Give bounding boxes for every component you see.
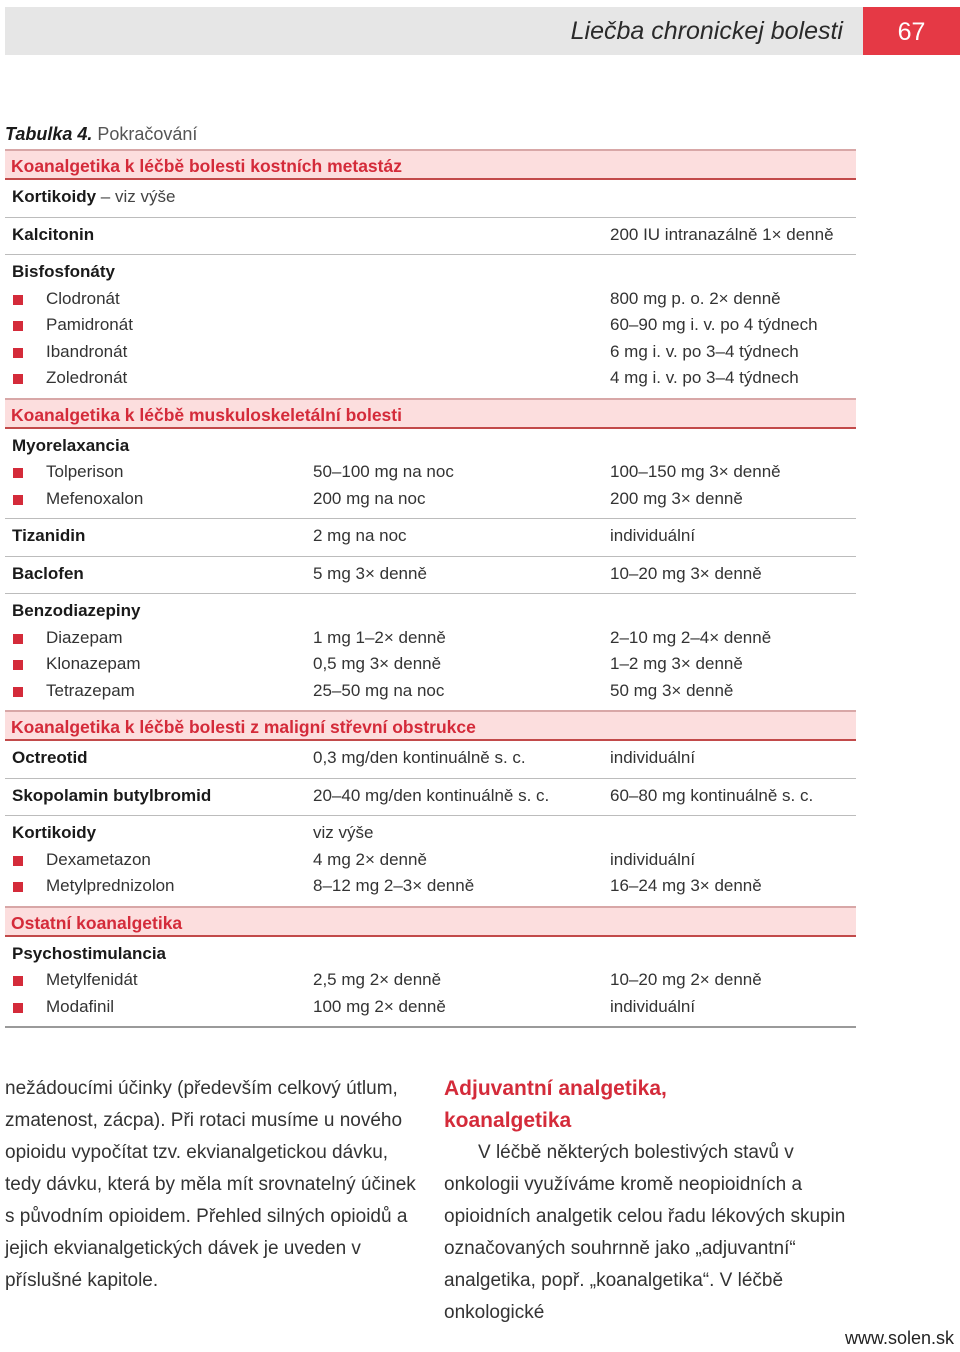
table-row xyxy=(5,941,856,968)
initial-dose: 0,5 mg 3× denně xyxy=(313,654,442,673)
bullet-square-icon xyxy=(13,660,23,670)
table-group xyxy=(5,255,856,398)
drug-name-text: Kortikoidy xyxy=(12,823,97,842)
drug-name-text: Baclofen xyxy=(12,563,84,583)
table-row xyxy=(5,312,856,339)
body-text-left xyxy=(5,1073,417,1297)
initial-dose: 4 mg 2× denně xyxy=(313,849,427,869)
maintenance-dose: 60–80 mg kontinuálně s. c. xyxy=(610,785,814,805)
drug-name xyxy=(46,365,127,391)
drug-name xyxy=(12,222,94,248)
drug-name-text: Kortikoidy xyxy=(12,187,97,206)
drug-name xyxy=(46,486,143,512)
table-caption xyxy=(5,115,856,149)
maintenance-dose: 10–20 mg 3× denně xyxy=(610,563,762,583)
maintenance-dose: 4 mg i. v. po 3–4 týdnech xyxy=(610,368,799,387)
maintenance-dose: 100–150 mg 3× denně xyxy=(610,462,781,481)
drug-name-text: Zoledronát xyxy=(46,368,128,387)
table-group xyxy=(5,180,856,218)
table-row xyxy=(5,651,856,678)
table-caption-continuation: Pokračování xyxy=(92,124,198,144)
table-group xyxy=(5,779,856,817)
maintenance-dose: 60–90 mg i. v. po 4 týdnech xyxy=(610,315,818,334)
table-caption-label: Tabulka 4. xyxy=(5,124,93,144)
initial-dose: 0,3 mg/den kontinuálně s. c. xyxy=(313,748,526,767)
maintenance-dose: individuální xyxy=(610,526,696,545)
section-heading-line-2: koanalgetika xyxy=(444,1109,572,1132)
initial-dose: viz výše xyxy=(313,823,374,842)
footer-url[interactable]: www.solen.sk xyxy=(844,1328,954,1348)
drug-note: – viz výše xyxy=(96,187,176,206)
initial-dose: 2,5 mg 2× denně xyxy=(313,970,442,989)
drug-name-text: Diazepam xyxy=(46,627,123,647)
table-group xyxy=(5,557,856,595)
drug-name-text: Tolperison xyxy=(46,462,124,481)
drug-name xyxy=(12,598,140,624)
drug-name-text: Psychostimulancia xyxy=(12,943,167,963)
table-row xyxy=(5,459,856,486)
drug-name xyxy=(46,625,123,651)
drug-name-text: Myorelaxancia xyxy=(12,435,130,455)
maintenance-dose: 200 mg 3× denně xyxy=(610,488,743,508)
table-row xyxy=(5,783,856,810)
table-group xyxy=(5,429,856,520)
drug-name xyxy=(12,745,88,771)
table-row xyxy=(5,598,856,625)
drug-name-text: Clodronát xyxy=(46,288,120,308)
table-row xyxy=(5,625,856,652)
body-text-right xyxy=(444,1073,856,1329)
initial-dose: 2 mg na noc xyxy=(313,526,407,545)
drug-name-text: Metylfenidát xyxy=(46,970,138,989)
drug-name xyxy=(46,339,127,365)
table-row xyxy=(5,222,856,249)
drug-name-text: Kalcitonin xyxy=(12,224,95,244)
header-title: Liečba chronickej bolesti xyxy=(570,17,843,45)
drug-name-text: Modafinil xyxy=(46,996,115,1016)
drug-name-text: Ibandronát xyxy=(46,341,128,361)
drug-name xyxy=(12,820,96,846)
drug-name xyxy=(12,433,129,459)
bullet-square-icon xyxy=(13,687,23,697)
drug-name-text: Tizanidin xyxy=(12,526,86,545)
table-row xyxy=(5,286,856,313)
drug-name xyxy=(12,184,175,210)
bullet-square-icon xyxy=(13,882,23,892)
drug-name xyxy=(12,783,211,809)
table-row xyxy=(5,820,856,847)
bullet-square-icon xyxy=(13,295,23,305)
initial-dose: 5 mg 3× denně xyxy=(313,563,427,583)
bullet-square-icon xyxy=(13,856,23,866)
initial-dose: 8–12 mg 2–3× denně xyxy=(313,876,475,895)
table-group xyxy=(5,218,856,256)
section-header: Koanalgetika k léčbě muskuloskeletální bolesti xyxy=(5,398,856,429)
drug-name-text: Metylprednizolon xyxy=(46,876,175,895)
table-group xyxy=(5,937,856,1029)
table-row xyxy=(5,486,856,513)
drug-name xyxy=(46,994,114,1020)
maintenance-dose: individuální xyxy=(610,849,696,869)
table-group xyxy=(5,816,856,906)
drug-name xyxy=(46,873,175,899)
bullet-square-icon xyxy=(13,1003,23,1013)
maintenance-dose: individuální xyxy=(610,748,696,767)
initial-dose: 25–50 mg na noc xyxy=(313,680,445,700)
bullet-square-icon xyxy=(13,634,23,644)
drug-name xyxy=(46,286,120,312)
drug-name xyxy=(46,651,141,677)
section-header: Koanalgetika k léčbě bolesti kostních metastáz xyxy=(5,149,856,180)
maintenance-dose: 10–20 mg 2× denně xyxy=(610,970,762,989)
table-row xyxy=(5,339,856,366)
section-header: Ostatní koanalgetika xyxy=(5,906,856,937)
table-row xyxy=(5,184,856,211)
drug-name-text: Octreotid xyxy=(12,748,88,767)
bullet-square-icon xyxy=(13,976,23,986)
maintenance-dose: 6 mg i. v. po 3–4 týdnech xyxy=(610,341,799,361)
bullet-square-icon xyxy=(13,374,23,384)
bullet-square-icon xyxy=(13,495,23,505)
initial-dose: 50–100 mg na noc xyxy=(313,462,454,481)
maintenance-dose: 800 mg p. o. 2× denně xyxy=(610,288,781,308)
bullet-square-icon xyxy=(13,348,23,358)
initial-dose: 20–40 mg/den kontinuálně s. c. xyxy=(313,785,550,805)
initial-dose: 1 mg 1–2× denně xyxy=(313,627,446,647)
drug-name-text: Benzodiazepiny xyxy=(12,601,141,620)
table-group xyxy=(5,741,856,779)
table-row xyxy=(5,847,856,874)
table-group xyxy=(5,519,856,557)
bullet-square-icon xyxy=(13,321,23,331)
section-heading xyxy=(444,1073,856,1137)
maintenance-dose: 50 mg 3× denně xyxy=(610,680,734,700)
maintenance-dose: individuální xyxy=(610,996,696,1016)
table-row xyxy=(5,873,856,900)
maintenance-dose: 200 IU intranazálně 1× denně xyxy=(610,224,834,244)
drug-name xyxy=(12,941,166,967)
drug-name-text: Pamidronát xyxy=(46,315,133,334)
drug-name xyxy=(46,678,135,704)
section-header: Koanalgetika k léčbě bolesti z maligní střevní obstrukce xyxy=(5,710,856,741)
table-group xyxy=(5,594,856,710)
table-row xyxy=(5,433,856,460)
drug-name xyxy=(46,967,138,993)
drug-name-text: Klonazepam xyxy=(46,654,141,673)
drug-name xyxy=(46,312,133,338)
drug-name-text: Skopolamin butylbromid xyxy=(12,785,212,805)
drug-name-text: Tetrazepam xyxy=(46,680,135,700)
maintenance-dose: 2–10 mg 2–4× denně xyxy=(610,627,772,647)
page-header xyxy=(5,7,863,55)
bullet-square-icon xyxy=(13,468,23,478)
drug-name xyxy=(12,523,85,549)
table-row xyxy=(5,259,856,286)
drug-name xyxy=(46,459,124,485)
maintenance-dose: 16–24 mg 3× denně xyxy=(610,876,762,895)
drug-name-text: Mefenoxalon xyxy=(46,488,144,508)
table-row xyxy=(5,967,856,994)
table-row xyxy=(5,561,856,588)
table-row xyxy=(5,365,856,392)
table-row xyxy=(5,523,856,550)
page-number: 67 xyxy=(863,7,960,55)
drug-name xyxy=(12,561,84,587)
drug-name-text: Dexametazon xyxy=(46,849,151,869)
initial-dose: 200 mg na noc xyxy=(313,488,426,508)
maintenance-dose: 1–2 mg 3× denně xyxy=(610,654,743,673)
initial-dose: 100 mg 2× denně xyxy=(313,996,446,1016)
drug-name xyxy=(46,847,151,873)
dosage-table xyxy=(5,115,856,1028)
table-row xyxy=(5,678,856,705)
section-heading-line-1: Adjuvantní analgetika, xyxy=(444,1077,667,1100)
table-row xyxy=(5,994,856,1021)
drug-name xyxy=(12,259,115,285)
drug-name-text: Bisfosfonáty xyxy=(12,262,115,281)
table-row xyxy=(5,745,856,772)
paragraph-right: V léčbě některých bolestivých stavů v onkologii využíváme kromě neopioidních a opioidních analgetik celou řadu lékových skupin označovaných souhrnně jako „adjuvantní“ analgetika, popř. „koanalgetika“. V léčbě onkologické xyxy=(444,1142,846,1323)
paragraph-left: nežádoucími účinky (především celkový útlum, zmatenost, zácpa). Při rotaci musíme u nového opioidu vypočítat tzv. ekvianalgetickou dávku, tedy dávku, která by měla mít srovnatelný účinek s původním opioidem. Přehled silných opioidů a jejich ekvianalgetických dávek je uveden v příslušné kapitole. xyxy=(5,1078,416,1291)
